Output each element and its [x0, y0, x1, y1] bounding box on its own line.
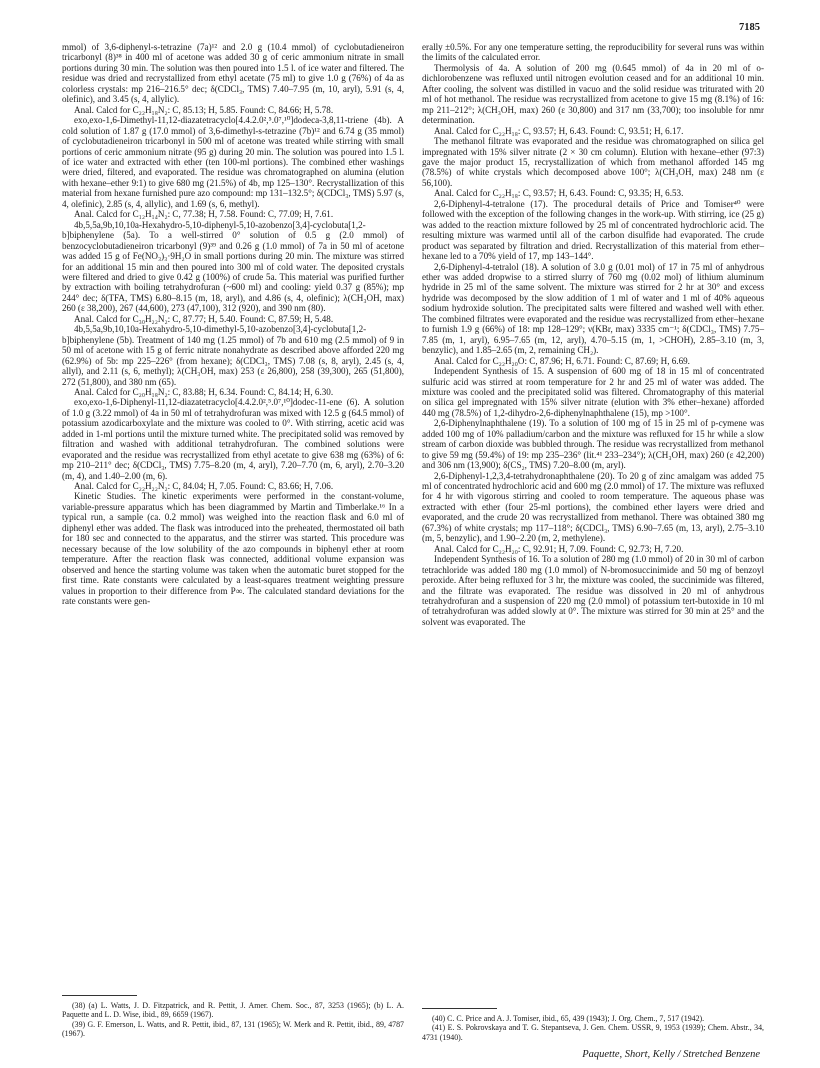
paragraph: 2,6-Diphenyl-4-tetralone (17). The procedural details of Price and Tomiser⁴⁰ were followed with the exception of the following changes in the work-up. With stirring, ice (25 g) was added to the reaction mixture followed by 25 ml of concentrated hydrochloric acid. The resulting mixture was warmed until all of the carbon disulfide had evaporated. The crude product was separated by filtration and dried. Recrystallization of this material from ether–hexane led to a 70% yield of 17, mp 143–144°. [422, 198, 764, 262]
left-column [62, 42, 404, 606]
paragraph: The methanol filtrate was evaporated and the residue was chromatographed on silica gel impregnated with 15% silver nitrate (2 × 30 cm column). Elution with hexane–ether (97:3) gave the major product 15, recrystallization of which from methanol afforded 145 mg (78.5%) of white crystals which decomposed above 100°; λ(CH₃OH, max) 248 nm (ε 56,100). [422, 136, 764, 188]
paragraph: 4b,5,5a,9b,10,10a-Hexahydro-5,10-dimethyl-5,10-azobenzo[3,4]-cyclobuta[1,2-b]biphenylene (5b). Treatment of 140 mg (1.25 mmol) of 7b and 610 mg (2.5 mmol) of 9 in 50 ml of acetone with 15 g of ferric nitrate nonahydrate as described above afforded 220 mg (62.9%) of 5b: mp 225–226° (from hexane); δ(CDCl₃, TMS) 7.08 (s, 8, aryl), 2.45 (s, 4, allyl), and 2.11 (s, 6, methyl); λ(CH₃OH, max) 253 (ε 26,800), 258 (39,300), 265 (51,800), 272 (51,800), and 380 nm (65). [62, 324, 404, 387]
paragraph: 4b,5,5a,9b,10,10a-Hexahydro-5,10-diphenyl-5,10-azobenzo[3,4]-cyclobuta[1,2-b]biphenylene (5a). To a well-stirred 0° solution of 0.5 g (2.0 mmol) of benzocyclobutadieneiron tricarbonyl (9)³⁹ and 0.26 g (1.0 mmol) of 7a in 50 ml of acetone was added 15 g of Fe(NO₃)₃·9H₂O in small portions during 20 min. The mixture was stirred for an additional 15 min and then poured into 300 ml of cold water. The deposited crystals were filtered and dried to give 0.42 g (100%) of crude 5a. This material was purified further by extraction with boiling tetrahydrofuran (~600 ml) and cooling: yield 0.37 g (85%); mp 244° dec; δ(TFA, TMS) 6.80–8.15 (m, 18, aryl), and 4.86 (s, 4, olefinic); λ(CH₃OH, max) 260 (ε 38,200), 267 (44,600), 273 (47,100), 312 (920), and 390 nm (80). [62, 219, 404, 314]
footnote: (38) (a) L. Watts, J. D. Fitzpatrick, and R. Pettit, J. Amer. Chem. Soc., 87, 3253 (1965); (b) L. A. Paquette and L. D. Wise, ibid., 89, 6659 (1967). [62, 1001, 404, 1020]
paragraph: exo,exo-1,6-Diphenyl-11,12-diazatetracyclo[4.4.2.0²,⁵.0⁷,¹⁰]dodec-11-ene (6). A solution of 1.0 g (3.22 mmol) of 4a in 50 ml of tetrahydrofuran was mixed with 12.5 g (64.5 mmol) of potassium azodicarboxylate and the mixture was cooled to 0°. With stirring, acetic acid was added in 1-ml portions until the mixture turned white. The precipitated solid was removed by filtration and washed with additional tetrahydrofuran. The combined solutions were evaporated and the residue was recrystallized from ethyl acetate to give 638 mg (63%) of 6: mp 210–211° dec; δ(CDCl₃, TMS) 7.75–8.20 (m, 4, aryl), 7.20–7.70 (m, 6, aryl), 2.70–3.20 (m, 4), and 1.40–2.00 (m, 6). [62, 397, 404, 481]
footnotes-right [422, 1014, 764, 1042]
paragraph: Anal. Calcd for C₁₂H₁₄N₂: C, 77.38; H, 7.58. Found: C, 77.09; H, 7.61. [74, 209, 334, 220]
paragraph: 2,6-Diphenyl-4-tetralol (18). A solution of 3.0 g (0.01 mol) of 17 in 75 ml of anhydrous ether was added dropwise to a stirred slurry of 760 mg (0.02 mol) of lithium aluminum hydride in 25 ml of the same solvent. The mixture was stirred for 2 hr at 30° and excess hydride was decomposed by the slow addition of 1 ml of water and 1 ml of 40% aqueous sodium hydroxide solution. The precipitated salts were filtered and washed well with ether. The combined filtrates were evaporated and the residue was recrystallized from ether–hexane to furnish 1.9 g (66%) of 18: mp 128–129°; ν(KBr, max) 3335 cm⁻¹; δ(CDCl₃, TMS) 7.75–7.85 (m, 1, aryl), 6.95–7.65 (m, 12, aryl), 4.70–5.15 (m, 1, >CHOH), 2.85–3.10 (m, 3, benzylic), and 1.85–2.65 (m, 2, remaining CH₂). [422, 261, 764, 356]
paragraph: 2,6-Diphenyl-1,2,3,4-tetrahydronaphthalene (20). To 20 g of zinc amalgam was added 75 ml of concentrated hydrochloric acid and 600 mg (2.0 mmol) of 17. The mixture was refluxed for 4 hr with vigorous stirring and cooled to room temperature. The aqueous phase was extracted with ether (four 25-ml portions), the combined ether layers were dried and evaporated, and the crude 20 was recrystallized from methanol. There was obtained 380 mg (67.3%) of white crystals; mp 117–118°; δ(CDCl₃, TMS) 6.90–7.65 (m, 13, aryl), 2.75–3.10 (m, 5, benzylic), and 1.90–2.20 (m, 2, methylene). [422, 470, 765, 544]
paragraph: Anal. Calcd for C₂₂H₂₀O: C, 87.96; H, 6.71. Found: C, 87.69; H, 6.69. [434, 355, 690, 366]
paragraph: Independent Synthesis of 15. A suspension of 600 mg of 18 in 15 ml of concentrated sulfuric acid was stirred at room temperature for 2 hr and 25 ml of water was added. The mixture was cooled and the precipitated solid was filtered. Chromatography of this material on silica gel impregnated with 15% silver nitrate (elution with 3% ether–hexane) afforded 440 mg (78.5%) of 1,2-dihydro-2,6-diphenylnaphthalene (15), mp >100°. [422, 366, 764, 418]
paragraph: Anal. Calcd for C₂₂H₁₈N₂: C, 85.13; H, 5.85. Found: C, 84.66; H, 5.78. [74, 104, 334, 115]
footnote-divider [62, 995, 137, 996]
paragraph: Anal. Calcd for C₂₂H₁₈: C, 93.57; H, 6.43. Found: C, 93.51; H, 6.17. [434, 125, 684, 136]
paragraph: Kinetic Studies. The kinetic experiments were performed in the constant-volume, variable-pressure apparatus which has been diagrammed by Martin and Timberlake.¹⁶ In a typical run, a sample (ca. 0.2 mmol) was weighed into the reaction flask and 6.0 ml of diphenyl ether was added. The flask was introduced into the preheated, thermostated oil bath for 180 sec and connected to the apparatus, and the stirrer was started. This procedure was necessary because of the low solubility of the azo compounds in biphenyl ether at room temperature. After the reaction flask was connected, additional volume expansion was observed and hence the starting volume was taken when the automatic buret stopped for the first time. Rate constants were calculated by a least-squares treatment weighting pressure values in proportion to their difference from P∞. The calculated standard deviations for the rate constants were gen- [62, 491, 404, 607]
paragraph: Independent Synthesis of 16. To a solution of 280 mg (1.0 mmol) of 20 in 30 ml of carbon tetrachloride was added 180 mg (1.0 mmol) of N-bromosuccinimide and 50 mg of benzoyl peroxide. After being refluxed for 3 hr, the mixture was cooled, the succinimide was filtered, and the filtrate was evaporated. The residue was dissolved in 20 ml of anhydrous tetrahydrofuran and a suspension of 220 mg (2.0 mmol) of potassium tert-butoxide in 10 ml of tetrahydrofuran was added slowly at 0°. The mixture was stirred for 30 min at 25° and the solvent was evaporated. The [422, 554, 764, 627]
footnote: (39) G. F. Emerson, L. Watts, and R. Pettit, ibid., 87, 131 (1965); W. Merk and R. Pettit, ibid., 89, 4787 (1967). [62, 1019, 404, 1039]
running-footer: Paquette, Short, Kelly / Stretched Benzene [582, 1049, 760, 1060]
paragraph: mmol) of 3,6-diphenyl-s-tetrazine (7a)¹² and 2.0 g (10.4 mmol) of cyclobutadieneiron tricarbonyl (8)³⁸ in 400 ml of acetone was added 30 g of ceric ammonium nitrate in small portions during 30 min. The solution was then poured into 1.5 l. of ice water and filtered. The residue was dried and recrystallized from ethyl acetate (75 ml) to give 1.0 g (76%) of 4a as colorless crystals: mp 216–216.5° dec; δ(CDCl₃, TMS) 7.40–7.95 (m, 10, aryl), 5.91 (s, 4, olefinic), and 3.45 (s, 4, allylic). [62, 42, 404, 105]
footnote: (40) C. C. Price and A. J. Tomiser, ibid., 65, 439 (1943); J. Org. Chem., 7, 517 (1942). [432, 1014, 705, 1023]
paragraph: Anal. Calcd for C₂₂H₁₈: C, 93.57; H, 6.43. Found: C, 93.35; H, 6.53. [434, 188, 684, 199]
page-number: 7185 [739, 22, 760, 33]
paragraph: 2,6-Diphenylnaphthalene (19). To a solution of 100 mg of 15 in 25 ml of p-cymene was added 100 mg of 10% palladium/carbon and the mixture was refluxed for 15 hr while a slow stream of carbon dioxide was bubbled through. The residue was recrystallized from methanol to give 59 mg (59.4%) of 19: mp 235–236° (lit.⁴¹ 233–234°); λ(CH₃OH, max) 260 (ε 42,200) and 306 nm (13,900); δ(CS₂, TMS) 7.20–8.00 (m, aryl). [422, 418, 764, 471]
footnote-divider [422, 1008, 497, 1009]
paragraph: Thermolysis of 4a. A solution of 200 mg (0.645 mmol) of 4a in 20 ml of o-dichlorobenzene was refluxed until nitrogen evolution ceased and for an additional 10 min. After cooling, the solvent was distilled in vacuo and the solid residue was triturated with 20 ml of hot methanol. The residue was recrystallized from acetone to give 15 mg (8.1%) of 16: mp 211–212°; λ(CH₃OH, max) 260 (ε 30,800) and 317 nm (33,700); too insoluble for nmr determination. [422, 62, 764, 126]
paragraph: exo,exo-1,6-Dimethyl-11,12-diazatetracyclo[4.4.2.0²,⁵.0⁷,¹⁰]dodeca-3,8,11-triene (4b). A cold solution of 1.87 g (17.0 mmol) of 3,6-dimethyl-s-tetrazine (7b)¹² and 6.74 g (35 mmol) of cyclobutadieneiron tricarbonyl in 500 ml of acetone was treated while stirring with small portions of ceric ammonium nitrate (95 g) during 20 min. The solution was poured into 1.5 l. of ice water and extracted with ether (ten 100-ml portions). The combined ether washings were dried, filtered, and evaporated. The residue was chromatographed on alumina (elution with hexane–ether 9:1) to give 680 mg (21.5%) of 4b, mp 125–130°. Recrystallization of this material from hexane furnished pure azo compound: mp 131–132.5°; δ(CDCl₃, TMS) 5.97 (s, 4, olefinic), 2.85 (s, 4, allylic), and 1.69 (s, 6, methyl). [62, 115, 404, 209]
paragraph: Anal. Calcd for C₃₀H₂₂N₂: C, 87.77; H, 5.40. Found: C, 87.59; H, 5.48. [74, 313, 334, 324]
paragraph: erally ±0.5%. For any one temperature setting, the reproducibility for several runs was within the limits of the calculated error. [422, 42, 764, 63]
footnotes-left [62, 1001, 404, 1039]
footnote: (41) E. S. Pokrovskaya and T. G. Stepantseva, J. Gen. Chem. USSR, 9, 1953 (1939); Chem. Abstr., 34, 4731 (1940). [422, 1023, 764, 1042]
right-column [422, 42, 764, 627]
paragraph: Anal. Calcd for C₂₂H₂₂N₂: C, 84.04; H, 7.05. Found: C, 83.66; H, 7.06. [74, 481, 334, 492]
paragraph: Anal. Calcd for C₂₀H₁₈N₂: C, 83.88; H, 6.34. Found: C, 84.14; H, 6.30. [74, 386, 334, 397]
paragraph: Anal. Calcd for C₂₂H₂₀: C, 92.91; H, 7.09. Found: C, 92.73; H, 7.20. [434, 543, 684, 554]
